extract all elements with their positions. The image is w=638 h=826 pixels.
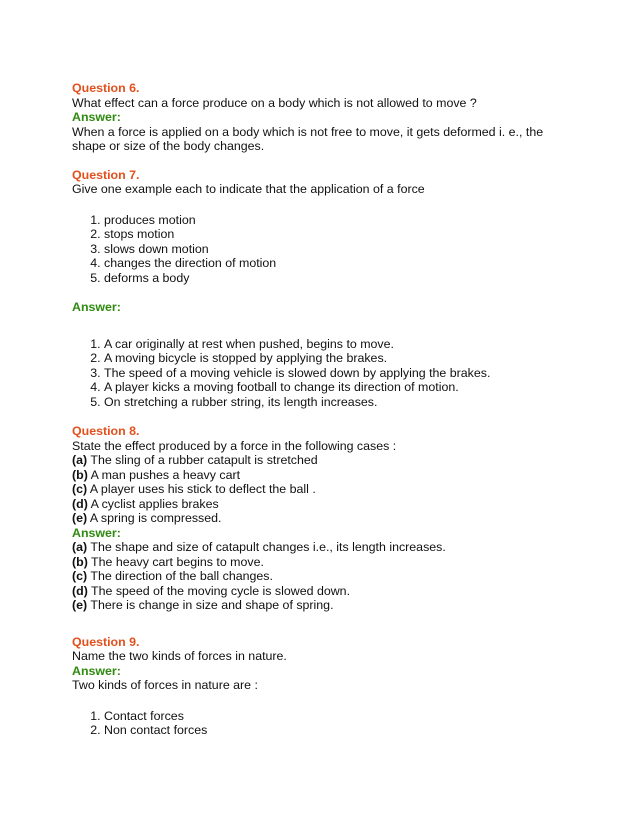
- question-7-text: Give one example each to indicate that the application of a force: [72, 182, 425, 196]
- answer-line: [72, 584, 572, 599]
- list-item: 1. Contact forces: [104, 709, 572, 724]
- answer-label: (b): [72, 554, 88, 569]
- case-label: (a): [72, 453, 88, 467]
- document-page: [72, 81, 572, 738]
- list-item: 2. Non contact forces: [104, 723, 572, 738]
- question-8-text: State the effect produced by a force in the following cases :: [72, 438, 397, 453]
- answer-text: The direction of the ball changes.: [87, 569, 273, 583]
- list-item: 2. A moving bicycle is stopped by applying the brakes.: [104, 351, 572, 366]
- answer-label: (e): [72, 598, 88, 612]
- question-7-heading: Question 7.: [72, 167, 140, 182]
- answer-9-text: Two kinds of forces in nature are :: [72, 678, 258, 692]
- answer-text: There is change in size and shape of spring.: [87, 598, 334, 612]
- list-item: 5. On stretching a rubber string, its length increases.: [104, 395, 572, 410]
- question-9-text: Name the two kinds of forces in nature.: [72, 649, 287, 663]
- answer-9-label: Answer:: [72, 663, 121, 678]
- list-item: 1. A car originally at rest when pushed, begins to move.: [104, 337, 572, 352]
- case-text: A man pushes a heavy cart: [87, 467, 241, 482]
- answer-line: [72, 555, 572, 570]
- question-7-list: [72, 213, 572, 286]
- answer-label: (c): [72, 569, 88, 583]
- question-6-heading: Question 6.: [72, 81, 140, 95]
- case-text: A spring is compressed.: [87, 511, 222, 525]
- list-item: 4. A player kicks a moving football to change its direction of motion.: [104, 380, 572, 395]
- case-line: [72, 482, 572, 497]
- list-item: 1. produces motion: [104, 213, 572, 228]
- answer-line: [72, 540, 572, 555]
- answer-9-list: [72, 709, 572, 738]
- list-item: 4. changes the direction of motion: [104, 256, 572, 271]
- case-text: A cyclist applies brakes: [87, 496, 219, 511]
- answer-line: [72, 598, 572, 613]
- list-item: 2. stops motion: [104, 227, 572, 242]
- case-label: (d): [72, 496, 88, 511]
- answer-8-label: Answer:: [72, 525, 121, 540]
- answer-7-label: Answer:: [72, 300, 121, 314]
- case-text: A player uses his stick to deflect the ball .: [87, 482, 316, 496]
- case-label: (c): [72, 482, 88, 496]
- answer-text: The speed of the moving cycle is slowed down.: [87, 583, 351, 598]
- case-line: [72, 453, 572, 468]
- case-text: The sling of a rubber catapult is stretched: [87, 453, 318, 467]
- answer-text: The heavy cart begins to move.: [87, 554, 264, 569]
- question-6-text: What effect can a force produce on a body which is not allowed to move ?: [72, 95, 477, 110]
- list-item: 5. deforms a body: [104, 271, 572, 286]
- answer-text: The shape and size of catapult changes i.e., its length increases.: [87, 540, 446, 554]
- answer-7-list: [72, 337, 572, 410]
- question-8-heading: Question 8.: [72, 424, 140, 438]
- list-item: 3. slows down motion: [104, 242, 572, 257]
- answer-6-text: When a force is applied on a body which is not free to move, it gets deformed i. e., the shape or size of the body changes.: [72, 124, 544, 153]
- case-line: [72, 468, 572, 483]
- answer-6-label: Answer:: [72, 110, 121, 124]
- case-line: [72, 511, 572, 526]
- case-label: (b): [72, 467, 88, 482]
- case-label: (e): [72, 511, 88, 525]
- answer-label: (a): [72, 540, 88, 554]
- list-item: 3. The speed of a moving vehicle is slowed down by applying the brakes.: [104, 366, 572, 381]
- case-line: [72, 497, 572, 512]
- answer-line: [72, 569, 572, 584]
- question-9-heading: Question 9.: [72, 634, 140, 649]
- answer-label: (d): [72, 583, 88, 598]
